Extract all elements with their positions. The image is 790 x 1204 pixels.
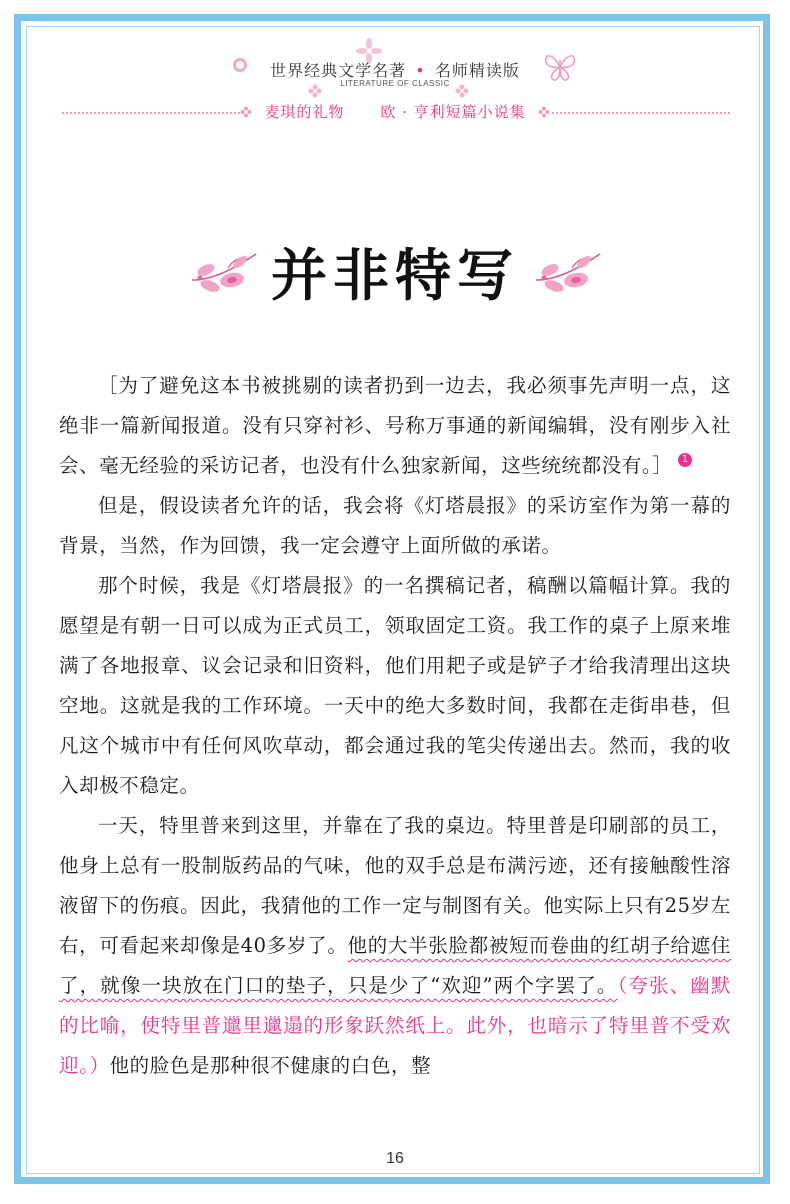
- highlighted-sentence: 他的大半张脸都被短而卷曲的红胡子给遮住了，就像一块放在门口的垫子，只是少了“欢迎”两个字罢了。: [59, 934, 731, 997]
- floral-ornament-right-icon: [532, 240, 604, 296]
- paragraph: [59, 806, 731, 1086]
- paragraph: 那个时候，我是《灯塔晨报》的一名撰稿记者，稿酬以篇幅计算。我的愿望是有朝一日可以成为正式员工，领取固定工资。我工作的桌子上原来堆满了各地报章、议会记录和旧资料，他们用耙子或是铲子才给我清理出这块空地。这就是我的工作环境。一天中的绝大多数时间，我都在走街串巷，但凡这个城市中有任何风吹草动，都会通过我的笔尖传递出去。然而，我的收入却极不稳定。: [59, 574, 731, 797]
- series-separator: •: [415, 61, 426, 80]
- butterfly-icon: [542, 50, 578, 84]
- footnote-marker: 1: [678, 453, 692, 467]
- paragraph-text: 一天，特里普来到这里，并靠在了我的桌边。特里普是印刷部的员工，他身上总有一股制版药品的气味，他的双手总是布满污迹，还有接触酸性溶液留下的伤痕。因此，我猜他的工作一定与制图有关。他实际上只有25岁左右，可看起来却像是40多岁了。: [59, 814, 731, 957]
- book-title: 麦琪的礼物: [264, 103, 345, 121]
- series-edition: 名师精读版: [434, 61, 520, 80]
- teacher-annotation: （夸张、幽默的比喻，使特里普邋里邋遢的形象跃然纸上。此外，也暗示了特里普不受欢迎。）: [59, 974, 731, 1077]
- paragraph: [59, 366, 731, 486]
- page-number: 16: [386, 1150, 404, 1167]
- series-english: LITERATURE OF CLASSIC: [340, 79, 450, 88]
- chapter-title: 并非特写: [271, 244, 519, 309]
- paragraph-text: 他的脸色是那种很不健康的白色，整: [109, 1054, 432, 1077]
- series-name: 世界经典文学名著: [270, 61, 407, 80]
- paragraph-text: ［为了避免这本书被挑剔的读者扔到一边去，我必须事先声明一点，这绝非一篇新闻报道。没有只穿衬衫、号称万事通的新闻编辑，没有刚步入社会、毫无经验的采访记者，也没有什么独家新闻，这些统统都没有。］: [59, 374, 731, 477]
- series-title: [0, 58, 790, 81]
- paragraph: 但是，假设读者允许的话，我会将《灯塔晨报》的采访室作为第一幕的背景，当然，作为回馈，我一定会遵守上面所做的承诺。: [59, 494, 731, 557]
- small-flower-icon: [538, 106, 550, 118]
- header-divider-right: [552, 112, 730, 114]
- body-text: [59, 366, 731, 1086]
- author-collection: 欧 · 亨利短篇小说集: [380, 103, 526, 121]
- page-header: [0, 40, 790, 120]
